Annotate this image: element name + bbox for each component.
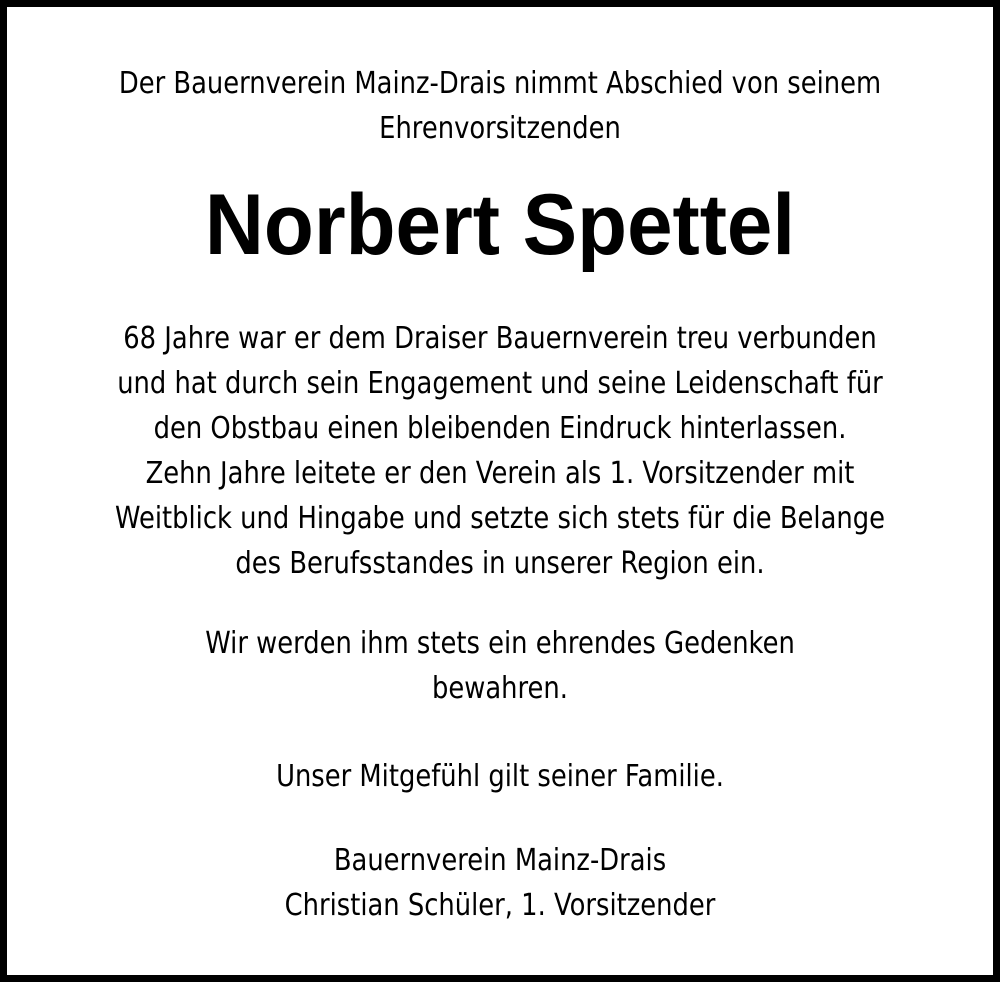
intro-line-2: Ehrenvorsitzenden <box>379 111 621 146</box>
signature-organization: Bauernverein Mainz-Drais <box>333 843 667 878</box>
signature-signatory: Christian Schüler, 1. Vorsitzender <box>284 888 716 923</box>
remembrance-line-2: bewahren. <box>432 671 568 706</box>
deceased-name: Norbert Spettel <box>204 177 796 273</box>
tribute-line-4: Zehn Jahre leitete er den Verein als 1. Vorsitzender mit <box>145 456 855 491</box>
remembrance-line-1: Wir werden ihm stets ein ehrendes Gedenken <box>205 626 795 661</box>
tribute-line-2: und hat durch sein Engagement und seine Leidenschaft für <box>117 366 883 401</box>
tribute-line-1: 68 Jahre war er dem Draiser Bauernverein treu verbunden <box>123 321 877 356</box>
tribute-line-6: des Berufsstandes in unserer Region ein. <box>235 546 765 581</box>
intro-line-1: Der Bauernverein Mainz-Drais nimmt Abschied von seinem <box>118 66 882 101</box>
sympathy-line: Unser Mitgefühl gilt seiner Familie. <box>276 759 724 794</box>
tribute-line-3: den Obstbau einen bleibenden Eindruck hinterlassen. <box>153 411 847 446</box>
tribute-line-5: Weitblick und Hingabe und setzte sich stets für die Belange <box>114 501 886 536</box>
